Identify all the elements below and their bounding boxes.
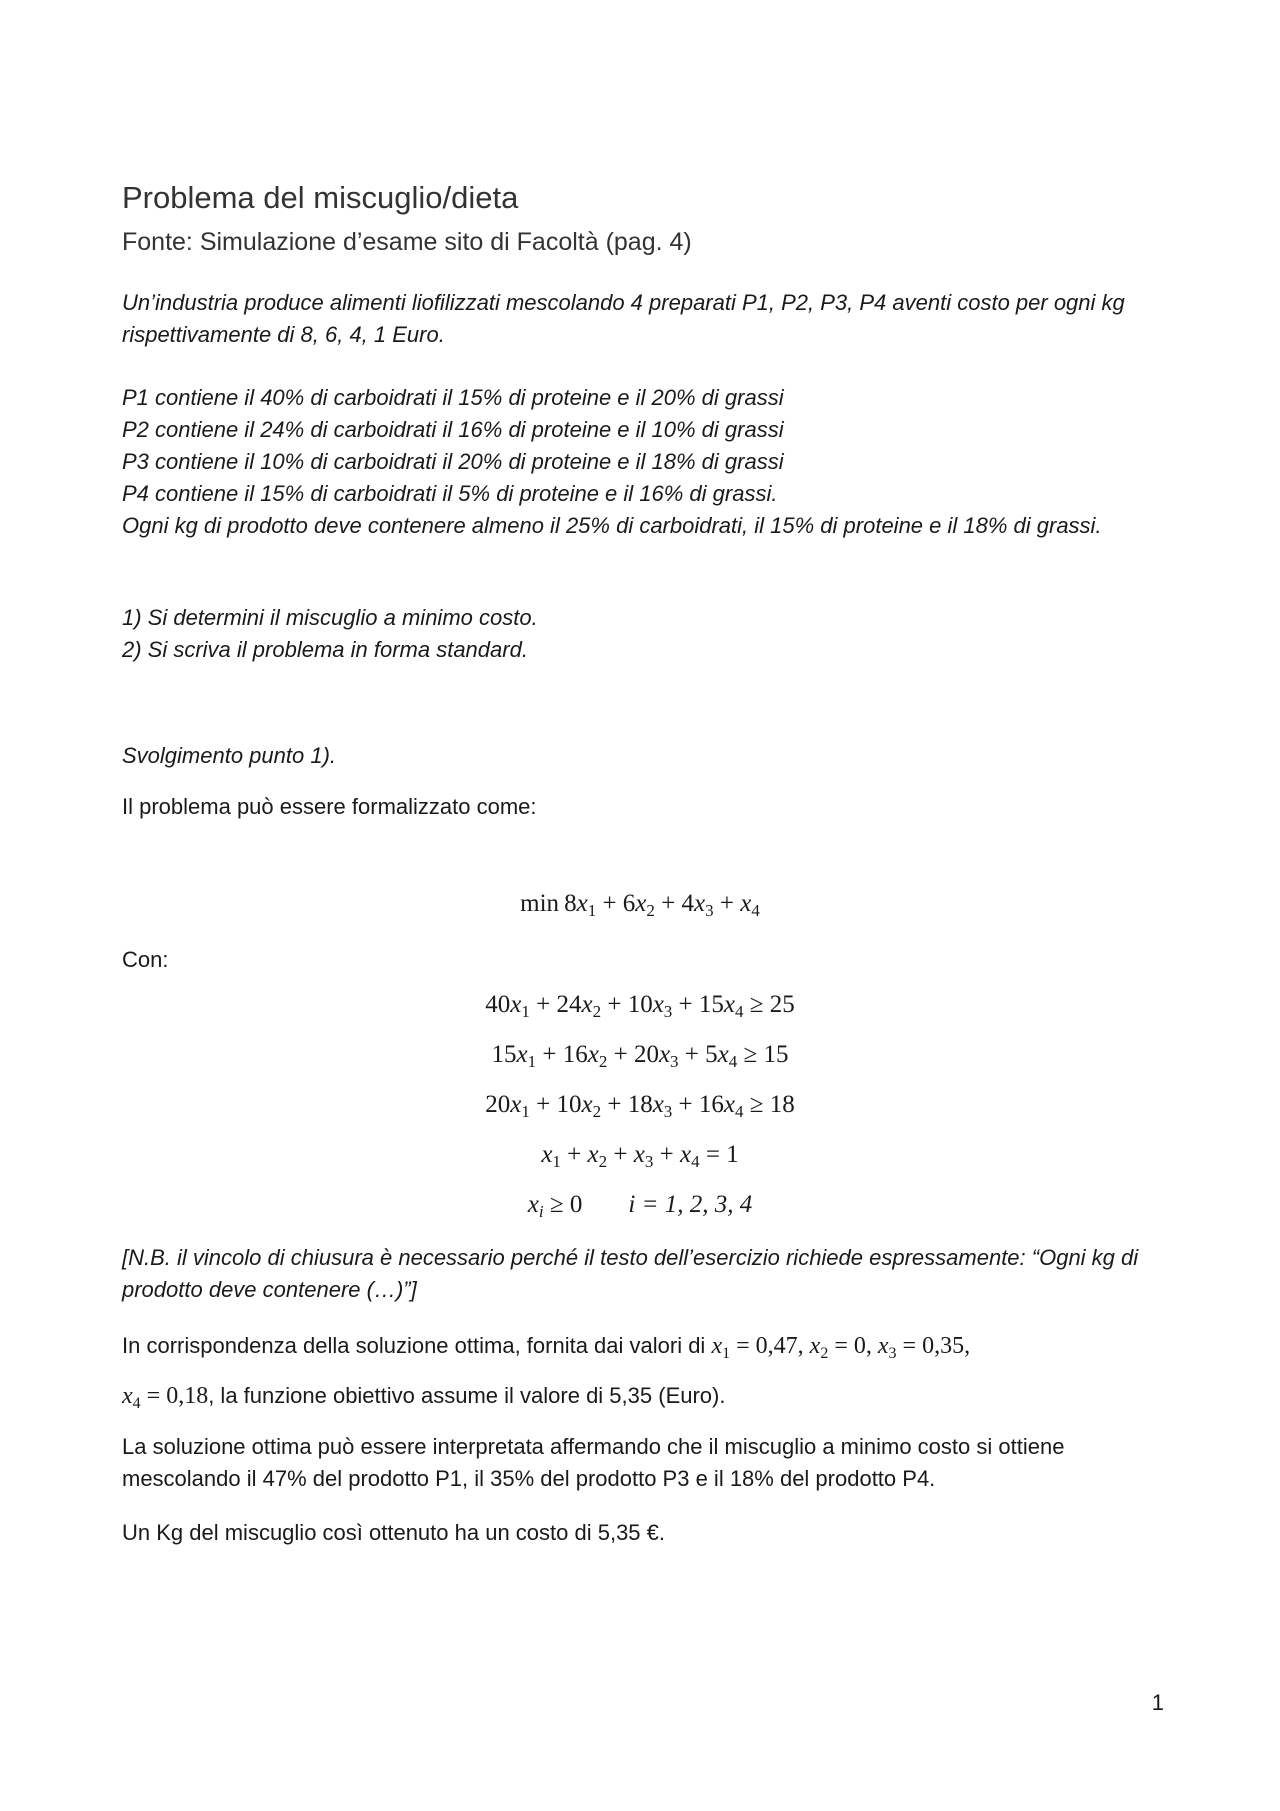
- constraint-carbs: $40x_1 + 24x_2 + 10x_3 + 15x_4 \ge 25$: [485, 991, 795, 1021]
- coef: 18: [627, 1091, 653, 1118]
- question-2: 2) Si scriva il problema in forma standard.: [122, 637, 528, 662]
- operator: ≥: [549, 1191, 564, 1218]
- optimal-solution-line: [122, 1330, 1162, 1362]
- operator: ≥: [749, 991, 764, 1018]
- formalized-text: Il problema può essere formalizzato come:: [122, 794, 537, 819]
- constraint-nonnegativity: $x_i \ge 0$ i = 1, 2, 3, 4: [527, 1191, 753, 1221]
- coef: 15: [698, 991, 724, 1018]
- coef: 16: [562, 1041, 588, 1068]
- ingredient-line-p1: P1 contiene il 40% di carboidrati il 15% di proteine e il 20% di grassi: [122, 385, 784, 410]
- rhs: 1: [726, 1141, 739, 1168]
- constraint-proteins: $15x_1 + 16x_2 + 20x_3 + 5x_4 \ge 15$: [491, 1041, 789, 1071]
- closure-note: [N.B. il vincolo di chiusura è necessario perché il testo dell’esercizio richiede espressamente: “Ogni kg di prodotto deve contenere (…)”]: [122, 1245, 1139, 1302]
- operator: =: [705, 1141, 720, 1168]
- solution-heading: Svolgimento punto 1).: [122, 743, 337, 768]
- coef: 24: [556, 991, 582, 1018]
- page-title: Problema del miscuglio/dieta: [122, 180, 519, 215]
- ingredient-line-p3: P3 contiene il 10% di carboidrati il 20% di proteine e il 18% di grassi: [122, 449, 784, 474]
- coef: 10: [556, 1091, 582, 1118]
- objective-text: , la funzione obiettivo assume il valore di 5,35 (Euro).: [208, 1383, 726, 1408]
- index-range: i = 1, 2, 3, 4: [628, 1191, 753, 1218]
- problem-intro: Un’industria produce alimenti liofilizzati mescolando 4 preparati P1, P2, P3, P4 aventi costo per ogni kg rispettivamente di 8, 6, 4, 1 Euro.: [122, 290, 1125, 347]
- coef: 15: [491, 1041, 517, 1068]
- rhs: 25: [769, 991, 795, 1018]
- x-values: $x_1 = 0,47$, $x_2 = 0$, $x_3 = 0,35$,: [711, 1333, 971, 1362]
- coef: 10: [627, 991, 653, 1018]
- objective-function: $\min 8x_1 + 6x_2 + 4x_3 + x_4$: [520, 890, 760, 920]
- interpretation-text: La soluzione ottima può essere interpretata affermando che il miscuglio a minimo costo si ottiene mescolando il 47% del prodotto P1, il 35% del prodotto P3 e il 18% del prodotto P4.: [122, 1434, 1065, 1491]
- rhs: 15: [763, 1041, 789, 1068]
- min-operator: min: [520, 890, 560, 917]
- page-number: 1: [1151, 1690, 1164, 1715]
- question-1: 1) Si determini il miscuglio a minimo costo.: [122, 605, 538, 630]
- objective-value-line: [122, 1380, 1162, 1412]
- coef: 20: [633, 1041, 659, 1068]
- ingredient-line-p2: P2 contiene il 24% di carboidrati il 16% di proteine e il 10% di grassi: [122, 417, 784, 442]
- cost-text: Un Kg del miscuglio così ottenuto ha un costo di 5,35 €.: [122, 1520, 665, 1545]
- coef-1: 8: [564, 890, 577, 917]
- rhs: 18: [769, 1091, 795, 1118]
- ingredient-line-p4: P4 contiene il 15% di carboidrati il 5% di proteine e il 16% di grassi.: [122, 481, 778, 506]
- coef-2: 6: [622, 890, 636, 917]
- constraint-fats: $20x_1 + 10x_2 + 18x_3 + 16x_4 \ge 18$: [485, 1091, 795, 1121]
- con-label: Con:: [122, 947, 169, 972]
- rhs: 0: [569, 1191, 583, 1218]
- coef: 16: [698, 1091, 724, 1118]
- coef: 20: [485, 1091, 511, 1118]
- x3-value: 0,35: [922, 1333, 965, 1359]
- coef: 5: [705, 1041, 718, 1068]
- operator: ≥: [743, 1041, 758, 1068]
- requirement-text: Ogni kg di prodotto deve contenere almeno il 25% di carboidrati, il 15% di proteine e il 18% di grassi.: [122, 513, 1102, 538]
- ingredients-list: [122, 382, 1162, 542]
- operator: ≥: [749, 1091, 764, 1118]
- x4-value: 0,18: [166, 1383, 209, 1409]
- optimal-prefix: In corrispondenza della soluzione ottima, fornita dai valori di: [122, 1333, 706, 1358]
- coef-3: 4: [681, 890, 695, 917]
- coef: 40: [485, 991, 511, 1018]
- constraint-closure: $x_1 + x_2 + x_3 + x_4 = 1$: [541, 1141, 739, 1171]
- questions-list: [122, 602, 1162, 666]
- x1-value: 0,47: [755, 1333, 798, 1359]
- x2-value: 0: [853, 1333, 866, 1359]
- page-subtitle: Fonte: Simulazione d’esame sito di Facoltà (pag. 4): [122, 228, 692, 256]
- x4-expression: $x_4 = 0,18$: [122, 1383, 209, 1412]
